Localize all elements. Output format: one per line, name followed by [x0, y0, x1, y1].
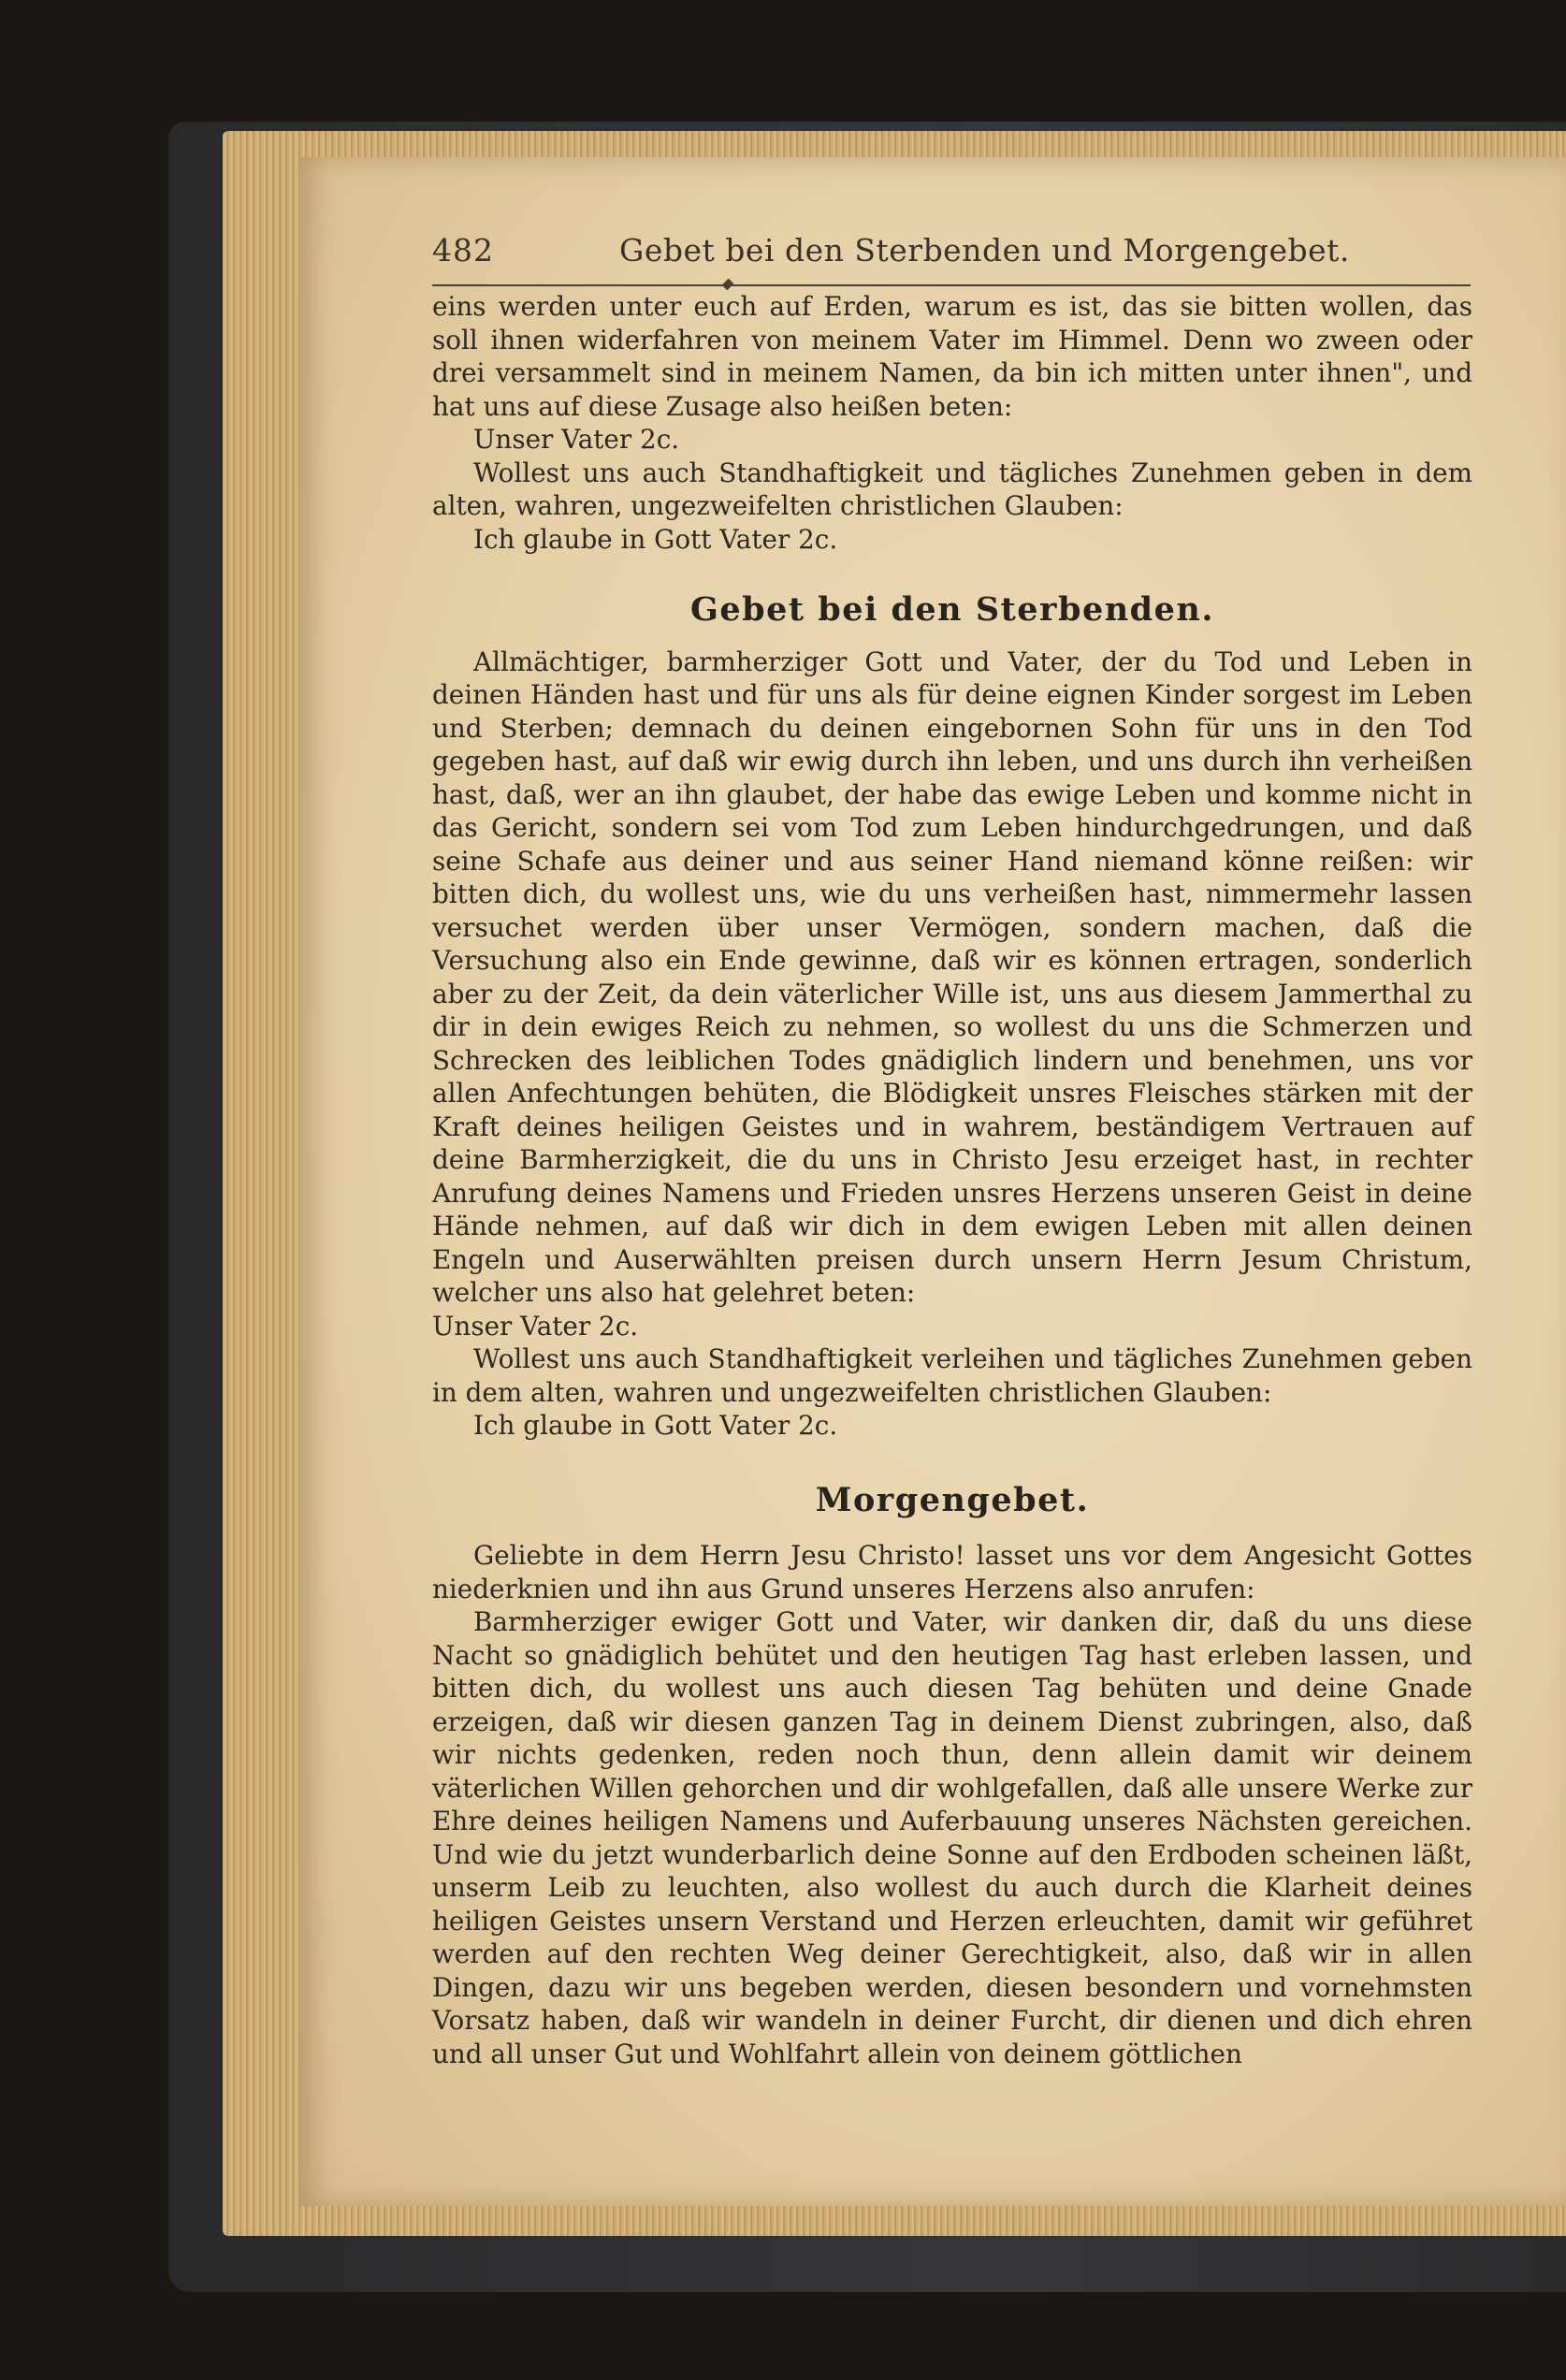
page-number: 482 — [432, 232, 494, 268]
page-header — [432, 232, 1471, 279]
paragraph: Unser Vater 2c. — [432, 1310, 639, 1342]
paragraph: Wollest uns auch Standhaftigkeit und tägliches Zunehmen geben in dem alten, wahren, ungezweifelten christlichen Glauben: — [432, 457, 1472, 521]
paragraph: Geliebte in dem Herrn Jesu Christo! lasset uns vor dem Angesicht Gottes niederknien und ihn aus Grund unseres Herzens also anrufen: — [432, 1540, 1472, 1604]
paragraph: Barmherziger ewiger Gott und Vater, wir danken dir, daß du uns diese Nacht so gnädiglich behütet und den heutigen Tag hast erleben lassen, und bitten dich, du wollest uns auch diesen Tag behüten und deine Gnade erzeigen, daß wir diesen ganzen Tag in deinem Dienst zubringen, also, daß wir nichts gedenken, reden noch thun, denn allein damit wir deinem väterlichen Willen gehorchen und dir wohlgefallen, daß alle unsere Werke zur Ehre deines heiligen Namens und Auferbauung unseres Nächsten gereichen. Und wie du jetzt wunderbarlich deine Sonne auf den Erdboden scheinen läßt, unserm Leib zu leuchten, also wollest du auch durch die Klarheit deines heiligen Geistes unsern Verstand und Herzen erleuchten, damit wir geführet werden auf den rechten Weg deiner Gerechtigkeit, also, daß wir in allen Dingen, dazu wir uns begeben werden, diesen besondern und vornehmsten Vorsatz haben, daß wir wandeln in deiner Furcht, dir dienen und dich ehren und all unser Gut und Wohlfahrt allein von deinem göttlichen — [432, 1606, 1472, 2069]
paragraph: Wollest uns auch Standhaftigkeit verleihen und tägliches Zunehmen geben in dem alten, wahren und ungezweifelten christlichen Glauben: — [432, 1343, 1472, 1408]
paragraph: eins werden unter euch auf Erden, warum es ist, das sie bitten wollen, das soll ihnen widerfahren von meinem Vater im Himmel. Denn wo zween oder drei versammelt sind in meinem Namen, da bin ich mitten unter ihnen", und hat uns auf diese Zusage also heißen beten: — [432, 291, 1472, 422]
paragraph: Unser Vater 2c. — [473, 424, 680, 455]
paragraph: Ich glaube in Gott Vater 2c. — [473, 523, 838, 555]
section-title-morgengebet: Morgengebet. — [815, 1480, 1090, 1519]
paragraph: Ich glaube in Gott Vater 2c. — [473, 1410, 838, 1441]
header-rule — [432, 284, 1471, 286]
running-title: Gebet bei den Sterbenden und Morgengebet. — [619, 232, 1350, 268]
section-title-sterbenden: Gebet bei den Sterbenden. — [689, 590, 1215, 629]
page-text — [432, 290, 1472, 2070]
paragraph: Allmächtiger, barmherziger Gott und Vater, der du Tod und Leben in deinen Händen hast und für uns als für deine eignen Kinder sorgest im Leben und Sterben; demnach du deinen eingebornen Sohn für uns in den Tod gegeben hast, auf daß wir ewig durch ihn leben, und uns durch ihn verheißen hast, daß, wer an ihn glaubet, der habe das ewige Leben und komme nicht in das Gericht, sondern sei vom Tod zum Leben hindurchgedrungen, und daß seine Schafe aus deiner und aus seiner Hand niemand könne reißen: wir bitten dich, du wollest uns, wie du uns verheißen hast, nimmermehr lassen versuchet werden über unser Vermögen, sondern machen, daß die Versuchung also ein Ende gewinne, daß wir es können ertragen, sonderlich aber zu der Zeit, da dein väterlicher Wille ist, uns aus diesem Jammerthal zu dir in dein ewiges Reich zu nehmen, so wollest du uns die Schmerzen und Schrecken des leiblichen Todes gnädiglich lindern und benehmen, uns vor allen Anfechtungen behüten, die Blödigkeit unsres Fleisches stärken mit der Kraft deines heiligen Geistes und in wahrem, beständigem Vertrauen auf deine Barmherzigkeit, die du uns in Christo Jesu erzeiget hast, in rechter Anrufung deines Namens und Frieden unsres Herzens unseren Geist in deine Hände nehmen, auf daß wir dich in dem ewigen Leben mit allen deinen Engeln und Auserwählten preisen durch unsern Herrn Jesum Christum, welcher uns also hat gelehret beten: — [432, 646, 1472, 1308]
